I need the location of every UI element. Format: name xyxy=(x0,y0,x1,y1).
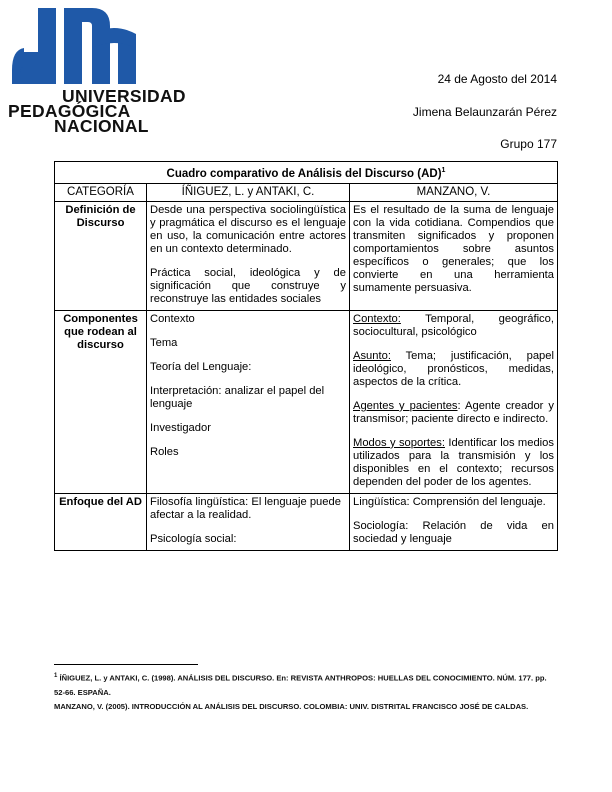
table-header-categoria: CATEGORÍA xyxy=(55,183,147,201)
cell-paragraph: Psicología social: xyxy=(150,532,237,545)
table-header-iniguez: ÍÑIGUEZ, L. y ANTAKI, C. xyxy=(147,183,350,201)
table-row xyxy=(55,493,558,550)
table-row xyxy=(55,201,558,310)
cell-paragraph: Práctica social, ideológica y de significación que construye y reconstruye las entidades sociales xyxy=(150,266,346,305)
upn-logo-text xyxy=(8,86,186,136)
underlined-label: Asunto: xyxy=(353,349,391,362)
row-heading: Enfoque del AD xyxy=(55,493,147,550)
footnote-marker: 1 xyxy=(54,673,58,679)
comparison-table xyxy=(54,161,558,551)
cell-paragraph: Es el resultado de la suma de lenguaje con la vida cotidiana. Compendios que transmiten significados y proponen comportamientos sobre asuntos específicos o generales; que los convierte en una herramienta sumamente persuasiva. xyxy=(353,203,554,294)
underlined-label: Agentes y pacientes xyxy=(353,399,458,412)
cell-paragraph: Contexto xyxy=(150,312,195,325)
footnote-divider xyxy=(54,664,198,665)
cell-paragraph: Investigador xyxy=(150,421,211,434)
table-title xyxy=(55,162,558,184)
cell-paragraph: Lingüística: Comprensión del lenguaje. xyxy=(353,495,546,508)
row-heading: Componentes que rodean al discurso xyxy=(55,310,147,493)
cell-paragraph: Teoría del Lenguaje: xyxy=(150,360,252,373)
table-cell xyxy=(147,493,350,550)
table-header-manzano: MANZANO, V. xyxy=(350,183,558,201)
footnote-ref-2: MANZANO, V. (2005). INTRODUCCIÓN AL ANÁLISIS DEL DISCURSO. COLOMBIA: UNIV. DISTRITAL FRANCISCO JOSÉ DE CALDAS. xyxy=(54,701,529,711)
table-title-text: Cuadro comparativo de Análisis del Discurso (AD) xyxy=(166,167,442,180)
table-row xyxy=(55,310,558,493)
table-cell xyxy=(350,201,558,310)
label-text: Temporal, geográfico, sociocultural, psicológico xyxy=(353,312,554,338)
underlined-label: Contexto: xyxy=(353,312,401,325)
table-header-row xyxy=(55,183,558,201)
cell-paragraph xyxy=(353,400,554,426)
label-text: Tema; justificación, papel ideológico, pronósticos, medidas, aspectos de la crítica. xyxy=(353,349,554,388)
logo-line-2: PEDAGÓGICA xyxy=(8,101,131,121)
header-author: Jimena Belaunzarán Pérez xyxy=(412,105,557,119)
cell-paragraph: Desde una perspectiva sociolingüística y pragmática el discurso es el lenguaje en uso, la comunicación entre actores en un contexto determinado. xyxy=(150,203,346,255)
label-text: : Agente creador y transmisor; paciente directo e indirecto. xyxy=(353,399,554,425)
footnote-ref-1 xyxy=(54,669,554,700)
footnotes xyxy=(54,669,554,714)
header-group: Grupo 177 xyxy=(500,137,557,151)
header-date: 24 de Agosto del 2014 xyxy=(437,72,557,86)
cell-paragraph xyxy=(353,313,554,339)
cell-paragraph: Interpretación: analizar el papel del lenguaje xyxy=(150,384,325,410)
footnote-ref-1-text: ÍÑIGUEZ, L. y ANTAKI, C. (1998). ANÁLISIS DEL DISCURSO. En: REVISTA ANTHROPOS: HUELLAS DEL CONOCIMIENTO. NÚM. 177. pp. 52-66. ESPAÑA. xyxy=(54,673,547,697)
upn-logo-mark xyxy=(12,8,136,84)
cell-paragraph: Filosofía lingüística: El lenguaje puede afectar a la realidad. xyxy=(150,495,341,521)
table-cell xyxy=(350,493,558,550)
table-title-footnote-marker: 1 xyxy=(441,167,446,174)
cell-paragraph xyxy=(353,437,554,489)
cell-paragraph xyxy=(353,350,554,389)
logo-line-1: UNIVERSIDAD xyxy=(62,86,186,106)
table-cell xyxy=(147,310,350,493)
row-heading: Definición de Discurso xyxy=(55,201,147,310)
table-title-row xyxy=(55,162,558,184)
label-text: Identificar los medios utilizados para la transmisión y los disponibles en el contexto; recursos dependen del poder de los agentes. xyxy=(353,436,554,488)
cell-paragraph: Tema xyxy=(150,336,178,349)
logo-line-3: NACIONAL xyxy=(54,116,149,136)
cell-paragraph: Sociología: Relación de vida en sociedad y lenguaje xyxy=(353,519,554,545)
table-cell xyxy=(147,201,350,310)
table-cell xyxy=(350,310,558,493)
cell-paragraph: Roles xyxy=(150,445,179,458)
underlined-label: Modos y soportes: xyxy=(353,436,445,449)
